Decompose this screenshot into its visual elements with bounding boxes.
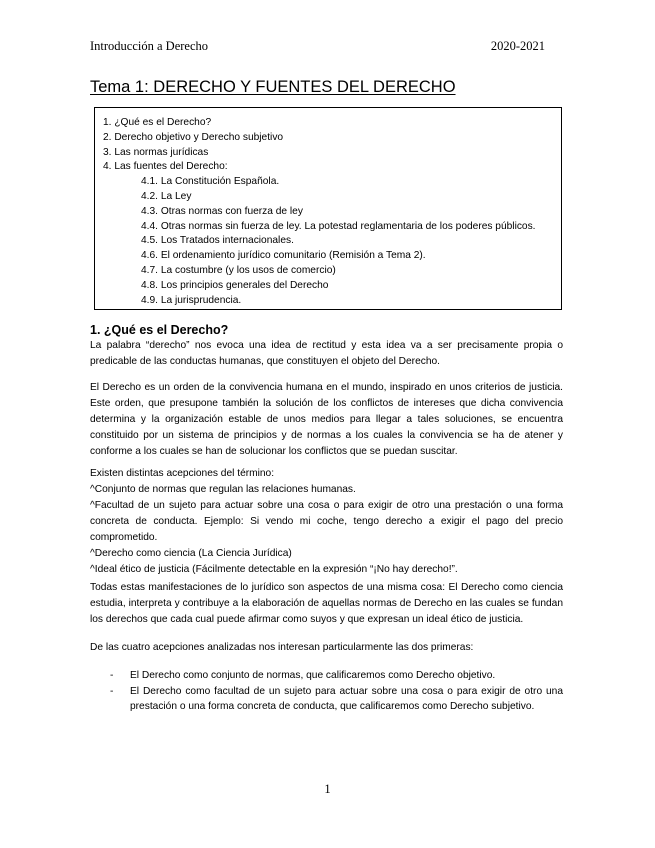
- bullet-text: El Derecho como facultad de un sujeto para actuar sobre una cosa o para exigir de otro una prestación o una forma concreta de conducta, que calificaremos como Derecho subjetivo.: [130, 685, 563, 712]
- acepcion-item: ^Conjunto de normas que regulan las relaciones humanas.: [90, 484, 356, 495]
- toc-subitem: 4.7. La costumbre (y los usos de comercio): [141, 264, 336, 276]
- paragraph-text: De las cuatro acepciones analizadas nos interesan particularmente las dos primeras:: [90, 642, 474, 653]
- paragraph-manifestaciones: [90, 580, 563, 628]
- section-heading: 1. ¿Qué es el Derecho?: [90, 323, 229, 337]
- toc-subitem: 4.4. Otras normas sin fuerza de ley. La potestad reglamentaria de los poderes públicos.: [141, 220, 536, 232]
- acepcion-item: ^Facultad de un sujeto para actuar sobre una cosa o para exigir de otro una prestación o una forma concreta de conducta. Ejemplo: Si vendo mi coche, tengo derecho a exigir el pago del precio comprometido.: [90, 500, 563, 543]
- table-of-contents: [94, 107, 562, 310]
- toc-subitem: 4.1. La Constitución Española.: [141, 176, 280, 188]
- list-item: [90, 684, 563, 715]
- header-course-title: Introducción a Derecho: [90, 39, 208, 53]
- paragraph-text: El Derecho es un orden de la convivencia humana en el mundo, inspirado en unos criterios de justicia. Este orden, que presupone también la solución de los conflictos de intereses que dicha convivencia determina y la organización estable de unos medios para llegar a tales soluciones, se encuentra constituido por un sistema de principios y de normas a los cuales la convivencia se ha de atener y conforme a los cuales se han de solucionar los conflictos que se puedan suscitar.: [90, 382, 563, 457]
- page-number: 1: [324, 782, 331, 796]
- paragraph-definition: [90, 338, 563, 370]
- toc-subitem: 4.3. Otras normas con fuerza de ley: [141, 205, 303, 217]
- bullet-text: El Derecho como conjunto de normas, que calificaremos como Derecho objetivo.: [130, 670, 496, 681]
- toc-subitem: 4.8. Los principios generales del Derecho: [141, 279, 329, 291]
- header-academic-year: 2020-2021: [490, 39, 545, 53]
- toc-subitem: 4.9. La jurisprudencia.: [141, 294, 242, 306]
- page-header: [90, 39, 545, 54]
- bullet-dash: -: [110, 685, 114, 697]
- bullet-dash: -: [110, 670, 114, 681]
- paragraph-text: La palabra “derecho” nos evoca una idea de rectitud y esta idea va a ser precisamente propia o predicable de las conductas humanas, que constituyen el objeto del Derecho.: [90, 340, 563, 367]
- toc-subitem: 4.2. La Ley: [141, 190, 192, 202]
- toc-subitem: 4.6. El ordenamiento jurídico comunitario (Remisión a Tema 2).: [141, 250, 426, 262]
- toc-item: 2. Derecho objetivo y Derecho subjetivo: [103, 131, 284, 143]
- paragraph-intro-bullets: [90, 640, 563, 656]
- acepcion-item: ^Derecho como ciencia (La Ciencia Jurídica): [90, 548, 292, 559]
- toc-subitem: 4.5. Los Tratados internacionales.: [141, 235, 294, 247]
- toc-item: 1. ¿Qué es el Derecho?: [103, 117, 212, 128]
- page-title: Tema 1: DERECHO Y FUENTES DEL DERECHO: [90, 78, 456, 96]
- toc-item: 4. Las fuentes del Derecho:: [103, 161, 228, 173]
- paragraph-text: Todas estas manifestaciones de lo jurídico son aspectos de una misma cosa: El Derecho como ciencia estudia, interpreta y contribuye a la elaboración de aquellas normas de Derecho en las cuales se fundan los derechos que cada cual puede afirmar como suyos y que expresan un ideal ético de justicia.: [90, 582, 563, 625]
- toc-item: 3. Las normas jurídicas: [103, 146, 209, 158]
- bullet-list: [90, 668, 563, 715]
- acepciones-list: [90, 466, 563, 578]
- acepcion-item: ^Ideal ético de justicia (Fácilmente detectable en la expresión “¡No hay derecho!”.: [90, 564, 458, 575]
- list-item: [90, 668, 563, 684]
- paragraph-order: [90, 380, 563, 460]
- acepciones-intro: Existen distintas acepciones del término:: [90, 468, 275, 479]
